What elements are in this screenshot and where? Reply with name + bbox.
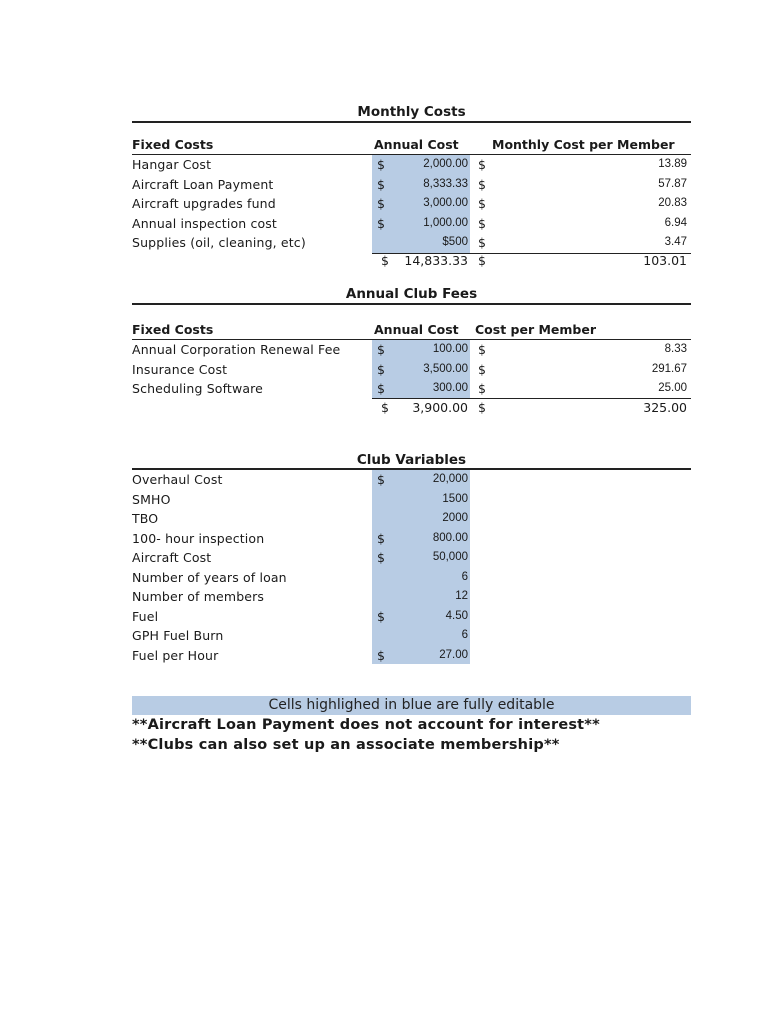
variable-row[interactable] bbox=[132, 548, 691, 568]
row-label: Scheduling Software bbox=[132, 381, 264, 396]
cost-per-member-cell: 8.33 bbox=[664, 343, 687, 355]
col-fixed-costs: Fixed Costs bbox=[132, 137, 214, 152]
monthly-member-cell: 57.87 bbox=[658, 177, 687, 190]
variable-label: Aircraft Cost bbox=[132, 550, 212, 565]
variable-value-cell[interactable]: 6 bbox=[461, 570, 468, 583]
dollar-sign: $ bbox=[377, 550, 385, 565]
dollar-sign: $ bbox=[478, 196, 486, 211]
monthly-member-cell: 13.89 bbox=[658, 158, 687, 170]
variable-row[interactable] bbox=[132, 470, 691, 490]
variable-row[interactable] bbox=[132, 529, 691, 549]
annual-cost-cell[interactable]: 2,000.00 bbox=[423, 158, 468, 170]
variable-row[interactable] bbox=[132, 490, 691, 510]
variable-value-cell[interactable]: 6 bbox=[461, 629, 468, 641]
dollar-sign: $ bbox=[377, 608, 385, 624]
table-row[interactable] bbox=[132, 175, 691, 195]
dollar-sign: $ bbox=[377, 215, 385, 231]
monthly-member-cell: 6.94 bbox=[664, 216, 687, 229]
title-rule bbox=[132, 303, 691, 305]
dollar-sign: $ bbox=[478, 400, 486, 415]
monthly-costs-title: Monthly Costs bbox=[357, 104, 466, 120]
variable-value-cell[interactable]: 800.00 bbox=[432, 531, 468, 544]
total-annual-cost: 14,833.33 bbox=[404, 253, 468, 268]
total-monthly-per-member: 103.01 bbox=[643, 253, 687, 268]
dollar-sign: $ bbox=[478, 157, 486, 172]
dollar-sign: $ bbox=[377, 157, 385, 172]
title-rule bbox=[132, 121, 691, 123]
total-row bbox=[132, 398, 691, 418]
variable-label: TBO bbox=[132, 511, 159, 526]
col-monthly-per-member: Monthly Cost per Member bbox=[492, 137, 675, 152]
annual-cost-cell[interactable]: $500 bbox=[442, 236, 468, 248]
cost-per-member-cell: 25.00 bbox=[658, 382, 687, 394]
dollar-sign: $ bbox=[377, 381, 385, 396]
row-label: Annual inspection cost bbox=[132, 215, 277, 231]
editable-cells-banner: Cells highlighed in blue are fully editable bbox=[132, 696, 691, 715]
monthly-header-row bbox=[132, 135, 691, 155]
variable-value-cell[interactable]: 20,000 bbox=[432, 473, 468, 485]
dollar-sign: $ bbox=[377, 361, 385, 377]
variable-value-cell[interactable]: 27.00 bbox=[439, 648, 468, 661]
variable-label: 100- hour inspection bbox=[132, 530, 265, 546]
col-annual-cost: Annual Cost bbox=[374, 322, 459, 337]
total-cost-per-member: 325.00 bbox=[643, 400, 687, 415]
row-label: Supplies (oil, cleaning, etc) bbox=[132, 235, 306, 250]
variable-value-cell[interactable]: 12 bbox=[455, 590, 468, 602]
variable-label: Overhaul Cost bbox=[132, 472, 223, 487]
monthly-member-cell: 20.83 bbox=[658, 197, 687, 209]
variable-label: Number of years of loan bbox=[132, 569, 287, 585]
variable-row[interactable] bbox=[132, 607, 691, 627]
variable-row[interactable] bbox=[132, 587, 691, 607]
loan-interest-note: **Aircraft Loan Payment does not account for interest** bbox=[132, 717, 600, 733]
col-cost-per-member: Cost per Member bbox=[475, 322, 597, 337]
table-row[interactable] bbox=[132, 340, 691, 360]
dollar-sign: $ bbox=[377, 530, 385, 546]
row-label: Hangar Cost bbox=[132, 157, 212, 172]
table-row[interactable] bbox=[132, 379, 691, 399]
dollar-sign: $ bbox=[478, 361, 486, 377]
dollar-sign: $ bbox=[478, 235, 486, 250]
club-variables-title: Club Variables bbox=[356, 452, 467, 468]
table-row[interactable] bbox=[132, 214, 691, 234]
variable-label: GPH Fuel Burn bbox=[132, 628, 224, 643]
variable-row[interactable] bbox=[132, 568, 691, 588]
annual-cost-cell[interactable]: 3,500.00 bbox=[423, 362, 468, 375]
table-row[interactable] bbox=[132, 360, 691, 380]
variable-value-cell[interactable]: 50,000 bbox=[432, 551, 468, 563]
variable-label: Fuel bbox=[132, 608, 159, 624]
dollar-sign: $ bbox=[478, 342, 486, 357]
row-label: Insurance Cost bbox=[132, 361, 228, 377]
dollar-sign: $ bbox=[377, 196, 385, 211]
dollar-sign: $ bbox=[377, 472, 385, 487]
table-row[interactable] bbox=[132, 194, 691, 214]
monthly-member-cell: 3.47 bbox=[664, 236, 687, 248]
variable-value-cell[interactable]: 2000 bbox=[442, 512, 468, 524]
table-row[interactable] bbox=[132, 155, 691, 175]
dollar-sign: $ bbox=[478, 381, 486, 396]
variable-row[interactable] bbox=[132, 646, 691, 666]
annual-cost-cell[interactable]: 3,000.00 bbox=[423, 197, 468, 209]
col-fixed-costs: Fixed Costs bbox=[132, 322, 214, 337]
row-label: Aircraft upgrades fund bbox=[132, 196, 276, 211]
dollar-sign: $ bbox=[377, 342, 385, 357]
row-label: Aircraft Loan Payment bbox=[132, 176, 274, 192]
annual-cost-cell[interactable]: 1,000.00 bbox=[423, 216, 468, 229]
annual-cost-cell[interactable]: 100.00 bbox=[432, 343, 468, 355]
fees-header-row bbox=[132, 320, 691, 340]
associate-membership-note: **Clubs can also set up an associate membership** bbox=[132, 737, 560, 753]
variable-value-cell[interactable]: 4.50 bbox=[445, 609, 468, 622]
total-row bbox=[132, 251, 691, 271]
table-row[interactable] bbox=[132, 233, 691, 253]
dollar-sign: $ bbox=[377, 647, 385, 663]
dollar-sign: $ bbox=[377, 176, 385, 192]
annual-cost-cell: 8,333.33 bbox=[423, 177, 468, 190]
dollar-sign: $ bbox=[478, 215, 486, 231]
variable-label: Number of members bbox=[132, 589, 265, 604]
variable-row[interactable] bbox=[132, 509, 691, 529]
row-label: Annual Corporation Renewal Fee bbox=[132, 342, 341, 357]
dollar-sign: $ bbox=[478, 176, 486, 192]
total-annual-cost: 3,900.00 bbox=[412, 400, 468, 415]
cost-per-member-cell: 291.67 bbox=[651, 362, 687, 375]
variable-row[interactable] bbox=[132, 626, 691, 646]
col-annual-cost: Annual Cost bbox=[374, 137, 459, 152]
variable-label: SMHO bbox=[132, 491, 171, 507]
variable-label: Fuel per Hour bbox=[132, 647, 219, 663]
annual-cost-cell[interactable]: 300.00 bbox=[432, 382, 468, 394]
dollar-sign: $ bbox=[381, 253, 389, 268]
dollar-sign: $ bbox=[381, 400, 389, 415]
annual-fees-title: Annual Club Fees bbox=[345, 286, 478, 302]
dollar-sign: $ bbox=[478, 253, 486, 268]
variable-value-cell[interactable]: 1500 bbox=[442, 492, 468, 505]
